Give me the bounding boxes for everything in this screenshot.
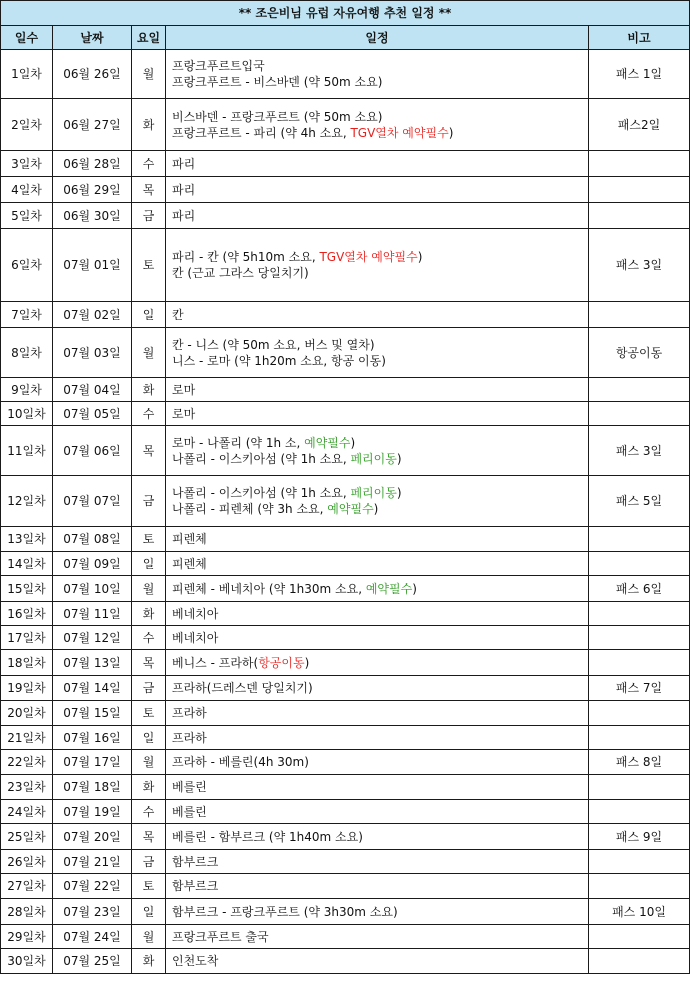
date-cell: 07월 09일 (53, 552, 132, 576)
day-cell: 15일차 (1, 576, 53, 602)
schedule-highlight: 페리이동 (350, 486, 397, 500)
schedule-line (172, 125, 588, 141)
schedule-text: ) (417, 250, 423, 264)
date-cell: 06월 26일 (53, 50, 132, 99)
schedule-cell (166, 402, 589, 426)
schedule-line (172, 606, 588, 622)
table-row (1, 229, 690, 302)
day-cell: 13일차 (1, 527, 53, 552)
note-cell (589, 626, 690, 650)
schedule-text: ) (396, 486, 402, 500)
schedule-line (172, 182, 588, 198)
schedule-text: 비스바덴 - 프랑크푸르트 (약 50m 소요) (172, 109, 383, 124)
note-cell (589, 602, 690, 626)
day-cell: 3일차 (1, 151, 53, 177)
table-row (1, 824, 690, 850)
weekday-cell: 일 (132, 899, 166, 925)
schedule-cell (166, 899, 589, 925)
schedule-line (172, 854, 588, 870)
note-cell (589, 378, 690, 402)
schedule-line (172, 705, 588, 721)
day-cell: 30일차 (1, 949, 53, 974)
schedule-highlight: 페리이동 (350, 451, 397, 466)
day-cell: 5일차 (1, 203, 53, 229)
table-row (1, 476, 690, 527)
note-cell (589, 302, 690, 328)
schedule-cell (166, 775, 589, 800)
table-row (1, 701, 690, 726)
schedule-text: 프라하 - 베를린(4h 30m) (172, 755, 309, 769)
table-row (1, 50, 690, 99)
table-row (1, 576, 690, 602)
schedule-text: ) (448, 125, 454, 140)
schedule-highlight: 예약필수 (327, 502, 374, 516)
schedule-line (172, 501, 588, 517)
schedule-highlight: TGV열차 예약필수 (319, 250, 418, 264)
weekday-cell: 화 (132, 949, 166, 974)
schedule-cell (166, 874, 589, 899)
schedule-line (172, 655, 588, 671)
schedule-line (172, 109, 588, 125)
day-cell: 25일차 (1, 824, 53, 850)
day-cell: 7일차 (1, 302, 53, 328)
day-cell: 4일차 (1, 177, 53, 203)
day-cell: 23일차 (1, 775, 53, 800)
schedule-text: 파리 (172, 156, 196, 171)
schedule-text: 베를린 (172, 780, 207, 794)
day-cell: 19일차 (1, 676, 53, 701)
schedule-cell (166, 552, 589, 576)
note-cell (589, 701, 690, 726)
day-cell: 12일차 (1, 476, 53, 527)
schedule-cell (166, 949, 589, 974)
schedule-line (172, 208, 588, 224)
schedule-text: 피렌체 (172, 532, 207, 546)
header-schedule: 일정 (166, 26, 589, 50)
note-cell: 패스 5일 (589, 476, 690, 527)
date-cell: 07월 19일 (53, 800, 132, 824)
date-cell: 07월 12일 (53, 626, 132, 650)
weekday-cell: 월 (132, 328, 166, 378)
date-cell: 07월 08일 (53, 527, 132, 552)
schedule-line (172, 353, 588, 369)
schedule-text: ) (396, 451, 402, 466)
day-cell: 10일차 (1, 402, 53, 426)
date-cell: 06월 30일 (53, 203, 132, 229)
schedule-line (172, 531, 588, 547)
table-row (1, 602, 690, 626)
table-row (1, 151, 690, 177)
schedule-line (172, 929, 588, 945)
schedule-text: ) (373, 502, 379, 516)
day-cell: 11일차 (1, 426, 53, 476)
table-row (1, 676, 690, 701)
schedule-text: 베를린 - 함부르크 (약 1h40m 소요) (172, 829, 363, 844)
weekday-cell: 월 (132, 925, 166, 949)
day-cell: 21일차 (1, 726, 53, 750)
note-cell (589, 775, 690, 800)
note-cell: 패스 9일 (589, 824, 690, 850)
schedule-text: 프라하(드레스덴 당일치기) (172, 681, 313, 695)
schedule-line (172, 754, 588, 770)
schedule-text: ) (412, 581, 417, 596)
weekday-cell: 토 (132, 874, 166, 899)
schedule-line (172, 435, 588, 451)
date-cell: 07월 18일 (53, 775, 132, 800)
note-cell (589, 949, 690, 974)
weekday-cell: 금 (132, 203, 166, 229)
schedule-text: 프랑크푸르트입국 (172, 59, 265, 73)
date-cell: 07월 16일 (53, 726, 132, 750)
schedule-cell (166, 99, 589, 151)
weekday-cell: 금 (132, 476, 166, 527)
day-cell: 24일차 (1, 800, 53, 824)
schedule-highlight: TGV열차 예약필수 (350, 125, 449, 140)
date-cell: 07월 07일 (53, 476, 132, 527)
schedule-cell (166, 177, 589, 203)
table-row (1, 925, 690, 949)
schedule-line (172, 556, 588, 572)
table-row (1, 426, 690, 476)
date-cell: 07월 10일 (53, 576, 132, 602)
note-cell (589, 151, 690, 177)
date-cell: 07월 15일 (53, 701, 132, 726)
schedule-text: 프랑크푸르트 출국 (172, 929, 269, 944)
table-row (1, 726, 690, 750)
weekday-cell: 화 (132, 378, 166, 402)
date-cell: 07월 14일 (53, 676, 132, 701)
schedule-text: 칸 - 니스 (약 50m 소요, 버스 및 열차) (172, 337, 375, 352)
date-cell: 07월 23일 (53, 899, 132, 925)
schedule-text: 함부르크 (172, 854, 219, 869)
date-cell: 07월 05일 (53, 402, 132, 426)
schedule-line (172, 307, 588, 323)
schedule-cell (166, 800, 589, 824)
header-note: 비고 (589, 26, 690, 50)
schedule-text: 피렌체 (172, 556, 207, 571)
note-cell: 패스 7일 (589, 676, 690, 701)
header-weekday: 요일 (132, 26, 166, 50)
schedule-text: 베네치아 (172, 630, 219, 645)
table-row (1, 552, 690, 576)
schedule-text: 프라하 (172, 730, 207, 745)
day-cell: 27일차 (1, 874, 53, 899)
schedule-cell (166, 476, 589, 527)
weekday-cell: 수 (132, 626, 166, 650)
schedule-cell (166, 701, 589, 726)
day-cell: 22일차 (1, 750, 53, 775)
weekday-cell: 수 (132, 800, 166, 824)
schedule-text: 나폴리 - 이스키아섬 (약 1h 소요, (172, 451, 351, 466)
schedule-text: 칸 (근교 그라스 당일치기) (172, 266, 309, 280)
schedule-text: 프랑크푸르트 - 파리 (약 4h 소요, (172, 125, 351, 140)
note-cell (589, 203, 690, 229)
day-cell: 6일차 (1, 229, 53, 302)
weekday-cell: 목 (132, 177, 166, 203)
schedule-cell (166, 527, 589, 552)
table-row (1, 850, 690, 874)
note-cell: 패스2일 (589, 99, 690, 151)
table-row (1, 800, 690, 824)
table-row (1, 626, 690, 650)
schedule-text: 프랑크푸르트 - 비스바덴 (약 50m 소요) (172, 75, 383, 89)
schedule-text: 인천도착 (172, 954, 219, 968)
schedule-line (172, 156, 588, 172)
table-row (1, 527, 690, 552)
schedule-line (172, 265, 588, 281)
note-cell: 패스 10일 (589, 899, 690, 925)
table-row (1, 402, 690, 426)
schedule-text: 로마 - 나폴리 (약 1h 소, (172, 435, 305, 450)
weekday-cell: 목 (132, 824, 166, 850)
schedule-text: 베니스 - 프라하( (172, 655, 259, 670)
schedule-cell (166, 151, 589, 177)
table-row (1, 177, 690, 203)
schedule-line (172, 680, 588, 696)
note-cell (589, 925, 690, 949)
header-row (1, 26, 690, 50)
note-cell (589, 527, 690, 552)
date-cell: 07월 04일 (53, 378, 132, 402)
schedule-line (172, 451, 588, 467)
schedule-highlight: 항공이동 (258, 655, 305, 670)
weekday-cell: 월 (132, 750, 166, 775)
note-cell (589, 874, 690, 899)
header-day: 일수 (1, 26, 53, 50)
note-cell: 패스 6일 (589, 576, 690, 602)
schedule-text: ) (350, 435, 356, 450)
schedule-cell (166, 676, 589, 701)
schedule-line (172, 74, 588, 90)
schedule-text: 파리 (172, 208, 196, 223)
table-row (1, 899, 690, 925)
note-cell: 패스 3일 (589, 229, 690, 302)
schedule-cell (166, 302, 589, 328)
note-cell (589, 726, 690, 750)
table-row (1, 750, 690, 775)
schedule-line (172, 58, 588, 74)
note-cell (589, 800, 690, 824)
schedule-text: 칸 (172, 307, 184, 322)
date-cell: 07월 24일 (53, 925, 132, 949)
weekday-cell: 일 (132, 552, 166, 576)
schedule-cell (166, 750, 589, 775)
table-row (1, 99, 690, 151)
day-cell: 2일차 (1, 99, 53, 151)
weekday-cell: 일 (132, 302, 166, 328)
schedule-text: 피렌체 - 베네치아 (약 1h30m 소요, (172, 581, 366, 596)
schedule-cell (166, 378, 589, 402)
date-cell: 07월 11일 (53, 602, 132, 626)
date-cell: 07월 25일 (53, 949, 132, 974)
schedule-cell (166, 203, 589, 229)
day-cell: 16일차 (1, 602, 53, 626)
weekday-cell: 월 (132, 576, 166, 602)
schedule-text: 나폴리 - 피렌체 (약 3h 소요, (172, 502, 328, 516)
header-date: 날짜 (53, 26, 132, 50)
note-cell (589, 177, 690, 203)
table-row (1, 874, 690, 899)
day-cell: 8일차 (1, 328, 53, 378)
schedule-cell (166, 824, 589, 850)
schedule-line (172, 249, 588, 265)
table-row (1, 328, 690, 378)
schedule-cell (166, 850, 589, 874)
schedule-line (172, 730, 588, 746)
schedule-cell (166, 426, 589, 476)
date-cell: 07월 02일 (53, 302, 132, 328)
schedule-text: 나폴리 - 이스키아섬 (약 1h 소요, (172, 486, 351, 500)
note-cell: 항공이동 (589, 328, 690, 378)
weekday-cell: 화 (132, 775, 166, 800)
schedule-text: 프라하 (172, 706, 207, 720)
sheet-title: ** 조은비님 유럽 자유여행 추천 일정 ** (1, 1, 690, 26)
date-cell: 06월 27일 (53, 99, 132, 151)
table-row (1, 302, 690, 328)
schedule-text: 베를린 (172, 804, 207, 819)
note-cell (589, 552, 690, 576)
date-cell: 07월 17일 (53, 750, 132, 775)
schedule-text: 로마 (172, 382, 196, 397)
schedule-cell (166, 925, 589, 949)
schedule-cell (166, 50, 589, 99)
schedule-highlight: 예약필수 (365, 581, 413, 596)
schedule-text: 파리 - 칸 (약 5h10m 소요, (172, 250, 320, 264)
date-cell: 07월 21일 (53, 850, 132, 874)
day-cell: 1일차 (1, 50, 53, 99)
weekday-cell: 토 (132, 701, 166, 726)
schedule-line (172, 485, 588, 501)
weekday-cell: 화 (132, 602, 166, 626)
schedule-line (172, 804, 588, 820)
weekday-cell: 금 (132, 850, 166, 874)
schedule-cell (166, 626, 589, 650)
day-cell: 29일차 (1, 925, 53, 949)
schedule-cell (166, 328, 589, 378)
day-cell: 28일차 (1, 899, 53, 925)
date-cell: 07월 01일 (53, 229, 132, 302)
schedule-text: 로마 (172, 406, 196, 421)
schedule-line (172, 829, 588, 845)
weekday-cell: 토 (132, 527, 166, 552)
table-row (1, 949, 690, 974)
weekday-cell: 월 (132, 50, 166, 99)
note-cell: 패스 3일 (589, 426, 690, 476)
schedule-cell (166, 576, 589, 602)
day-cell: 20일차 (1, 701, 53, 726)
date-cell: 07월 03일 (53, 328, 132, 378)
schedule-line (172, 630, 588, 646)
date-cell: 07월 20일 (53, 824, 132, 850)
note-cell: 패스 1일 (589, 50, 690, 99)
day-cell: 17일차 (1, 626, 53, 650)
note-cell (589, 402, 690, 426)
table-row (1, 650, 690, 676)
schedule-text: 베네치아 (172, 606, 219, 621)
weekday-cell: 목 (132, 426, 166, 476)
weekday-cell: 일 (132, 726, 166, 750)
date-cell: 06월 29일 (53, 177, 132, 203)
schedule-highlight: 예약필수 (304, 435, 351, 450)
schedule-cell (166, 602, 589, 626)
schedule-line (172, 904, 588, 920)
schedule-line (172, 581, 588, 597)
schedule-cell (166, 229, 589, 302)
date-cell: 06월 28일 (53, 151, 132, 177)
schedule-cell (166, 726, 589, 750)
date-cell: 07월 13일 (53, 650, 132, 676)
schedule-line (172, 878, 588, 894)
weekday-cell: 수 (132, 402, 166, 426)
day-cell: 14일차 (1, 552, 53, 576)
schedule-text: 파리 (172, 182, 196, 197)
date-cell: 07월 22일 (53, 874, 132, 899)
table-row (1, 203, 690, 229)
schedule-text: 니스 - 로마 (약 1h20m 소요, 항공 이동) (172, 353, 386, 368)
weekday-cell: 토 (132, 229, 166, 302)
weekday-cell: 목 (132, 650, 166, 676)
weekday-cell: 수 (132, 151, 166, 177)
schedule-line (172, 337, 588, 353)
schedule-text: ) (304, 655, 310, 670)
schedule-cell (166, 650, 589, 676)
schedule-line (172, 382, 588, 398)
schedule-line (172, 779, 588, 795)
table-row (1, 775, 690, 800)
schedule-line (172, 953, 588, 969)
note-cell: 패스 8일 (589, 750, 690, 775)
schedule-line (172, 406, 588, 422)
weekday-cell: 금 (132, 676, 166, 701)
weekday-cell: 화 (132, 99, 166, 151)
note-cell (589, 850, 690, 874)
schedule-text: 함부르크 (172, 879, 219, 893)
note-cell (589, 650, 690, 676)
day-cell: 26일차 (1, 850, 53, 874)
day-cell: 18일차 (1, 650, 53, 676)
schedule-text: 함부르크 - 프랑크푸르트 (약 3h30m 소요) (172, 904, 398, 919)
itinerary-body (1, 50, 690, 974)
day-cell: 9일차 (1, 378, 53, 402)
date-cell: 07월 06일 (53, 426, 132, 476)
table-row (1, 378, 690, 402)
